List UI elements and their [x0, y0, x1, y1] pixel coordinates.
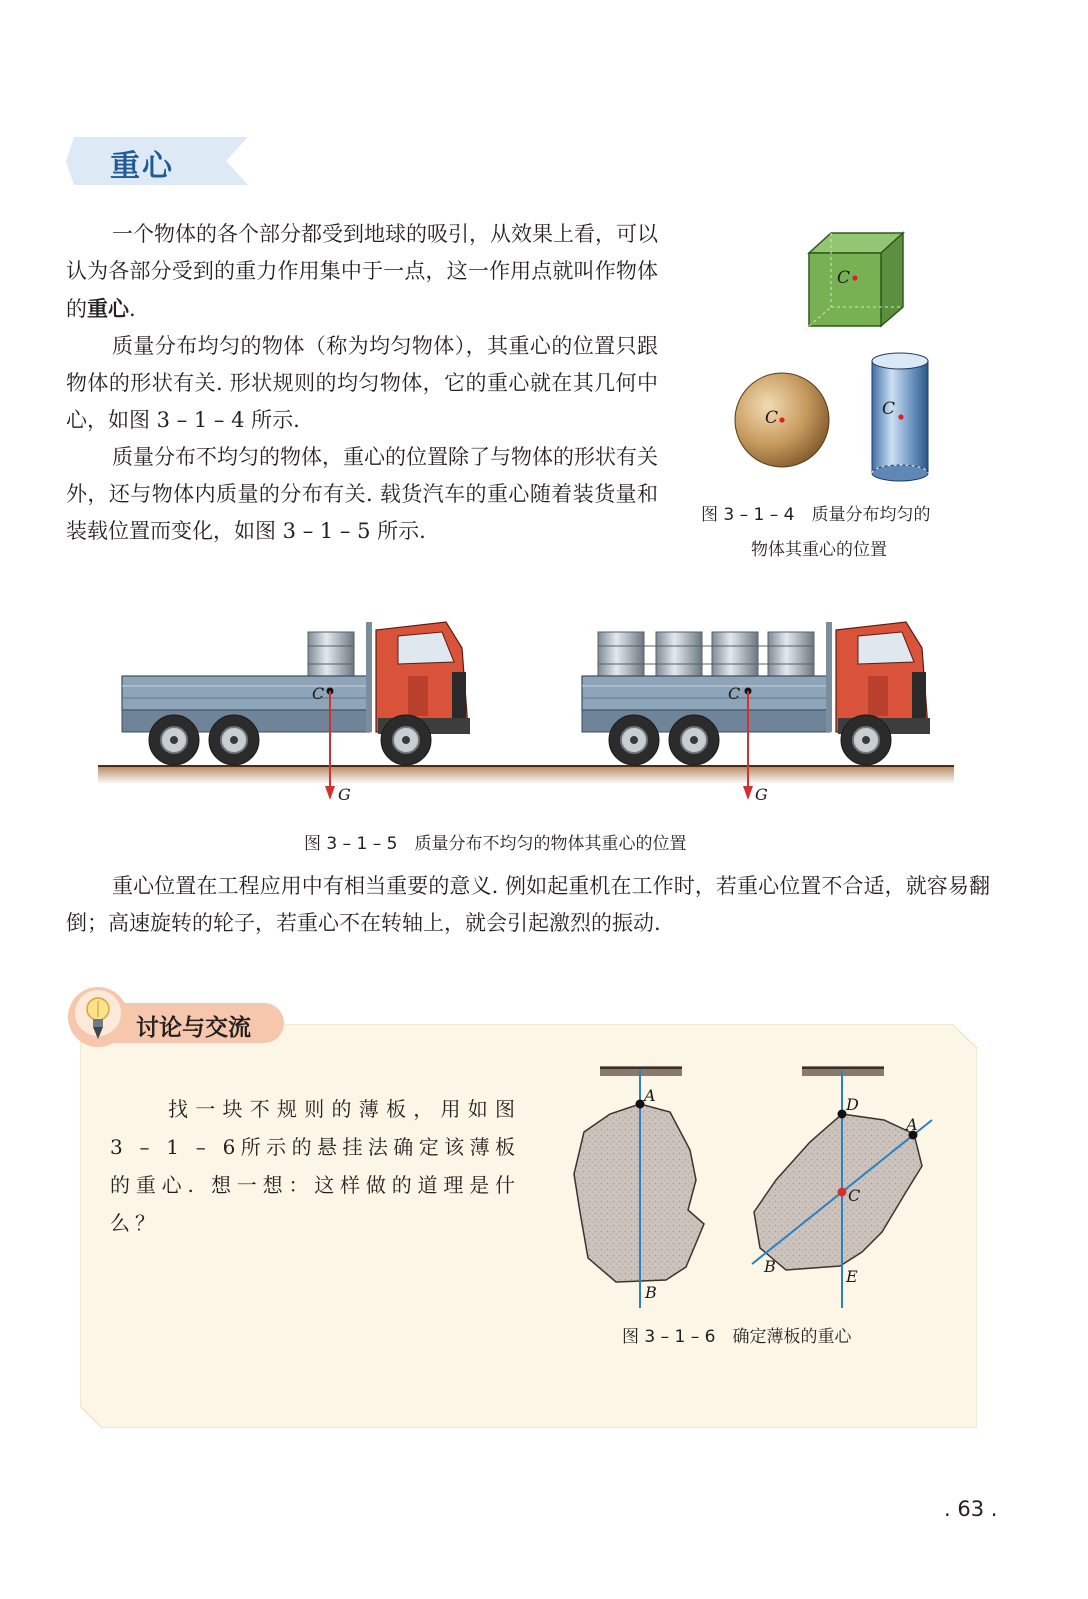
svg-text:C: C	[882, 399, 896, 419]
cube-shape	[809, 233, 903, 326]
plate-double-suspension	[752, 1066, 932, 1308]
paragraph-4: 重心位置在工程应用中有相当重要的意义. 例如起重机在工作时，若重心位置不合适，就容易翻倒；高速旋转的轮子，若重心不在转轴上，就会引起激烈的振动.	[66, 874, 990, 935]
svg-text:E: E	[846, 1267, 858, 1286]
svg-text:C: C	[312, 684, 325, 703]
discussion-title: 讨论与交流	[136, 1015, 251, 1041]
figure-3-1-4	[725, 225, 975, 487]
figure-3-1-5-caption: 图 3 – 1 – 5 质量分布不均匀的物体其重心的位置	[304, 834, 687, 854]
svg-text:C: C	[848, 1186, 861, 1205]
svg-text:A: A	[906, 1115, 918, 1134]
svg-text:C: C	[765, 408, 779, 428]
svg-text:C: C	[728, 684, 741, 703]
svg-text:B: B	[645, 1283, 657, 1302]
figure-3-1-6-caption: 图 3 – 1 – 6 确定薄板的重心	[622, 1327, 852, 1347]
paragraph-3: 质量分布不均匀的物体，重心的位置除了与物体的形状有关外，还与物体内质量的分布有关. 载货汽车的重心随着装货量和装载位置而变化，如图 3 – 1 – 5 所示.	[66, 445, 658, 543]
cylinder-shape	[872, 353, 928, 481]
page-number: . 63 .	[944, 1497, 998, 1521]
svg-text:C: C	[837, 268, 851, 288]
paragraph-2: 质量分布均匀的物体（称为均匀物体），其重心的位置只跟物体的形状有关. 形状规则的均匀物体，它的重心就在其几何中心，如图 3 – 1 – 4 所示.	[66, 334, 658, 432]
figure-3-1-4-caption-line1: 图 3 – 1 – 4 质量分布均匀的	[701, 505, 931, 525]
discussion-text-block	[110, 1090, 520, 1242]
svg-text:B: B	[764, 1257, 776, 1276]
svg-text:D: D	[846, 1095, 859, 1114]
figure-3-1-4-caption-line2: 物体其重心的位置	[751, 540, 887, 560]
svg-text:A: A	[644, 1086, 656, 1105]
figure-3-1-5	[96, 610, 958, 810]
section-title: 重心	[110, 149, 174, 184]
body-text-lower	[66, 868, 990, 942]
paragraph-1: 一个物体的各个部分都受到地球的吸引，从效果上看，可以认为各部分受到的重力作用集中于一点，这一作用点就叫作物体的重心.	[66, 222, 658, 321]
discussion-text: 找一块不规则的薄板，用如图 3 – 1 – 6所示的悬挂法确定该薄板的重心. 想一想：这样做的道理是什么？	[110, 1097, 520, 1235]
plate-single-suspension	[574, 1066, 704, 1308]
svg-text:G: G	[755, 785, 768, 804]
term-center-of-gravity: 重心	[87, 296, 129, 321]
sphere-shape	[735, 373, 829, 467]
svg-text:G: G	[338, 785, 351, 804]
body-text-upper	[66, 216, 658, 550]
figure-3-1-6	[570, 1062, 940, 1312]
